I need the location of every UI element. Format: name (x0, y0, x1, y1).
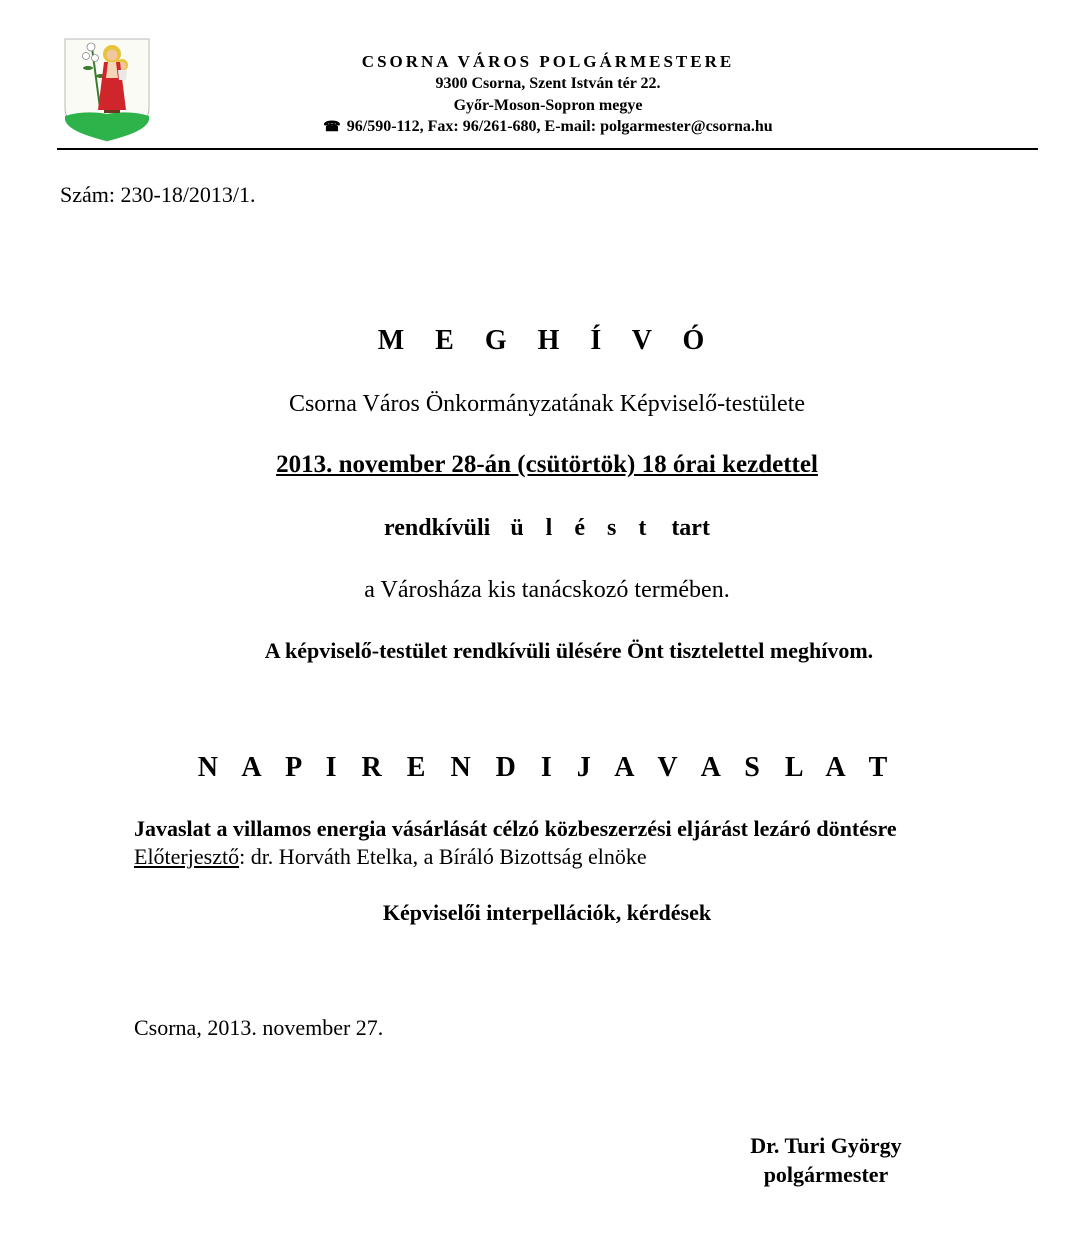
document-title: M E G H Í V Ó (377, 325, 717, 356)
meeting-date: 2013. november 28-án (csütörtök) 18 órai kezdettel (276, 451, 818, 478)
meeting-location: a Városháza kis tanácskozó termében. (364, 577, 730, 603)
session-type (0, 515, 1076, 542)
session-type-pre: rendkívüli (384, 515, 491, 541)
presenter-text: : dr. Horváth Etelka, a Bíráló Bizottság elnöke (239, 844, 647, 869)
agenda-item: Képviselői interpellációk, kérdések (382, 900, 712, 925)
place-and-date: Csorna, 2013. november 27. (134, 1015, 384, 1040)
header-divider (57, 148, 1038, 150)
office-title: CSORNA VÁROS POLGÁRMESTERE (361, 52, 735, 71)
agenda-title: N A P I R E N D I J A V A S L A T (197, 752, 897, 783)
telephone-icon: ☎ (323, 120, 341, 135)
reference-number: Szám: 230-18/2013/1. (60, 182, 256, 207)
session-type-mid: ü l é s t (510, 515, 652, 541)
signer-name: Dr. Turi György (750, 1133, 902, 1158)
invitation-sentence: A képviselő-testület rendkívüli ülésére Önt tisztelettel meghívom. (264, 638, 874, 663)
agenda-item: Javaslat a villamos energia vásárlását célzó közbeszerzési eljárást lezáró döntésre (134, 816, 897, 841)
agenda-item-presenter (134, 844, 647, 870)
office-county: Győr-Moson-Sopron megye (453, 97, 643, 114)
signer-title: polgármester (763, 1162, 889, 1187)
presenter-label: Előterjesztő (134, 844, 240, 869)
office-address: 9300 Csorna, Szent István tér 22. (435, 75, 661, 92)
office-contact (160, 118, 936, 136)
council-name: Csorna Város Önkormányzatának Képviselő-testülete (288, 391, 806, 417)
coat-of-arms-logo (64, 38, 150, 142)
contact-details: 96/590-112, Fax: 96/261-680, E-mail: polgarmester@csorna.hu (346, 118, 773, 135)
session-type-post: tart (671, 515, 710, 541)
